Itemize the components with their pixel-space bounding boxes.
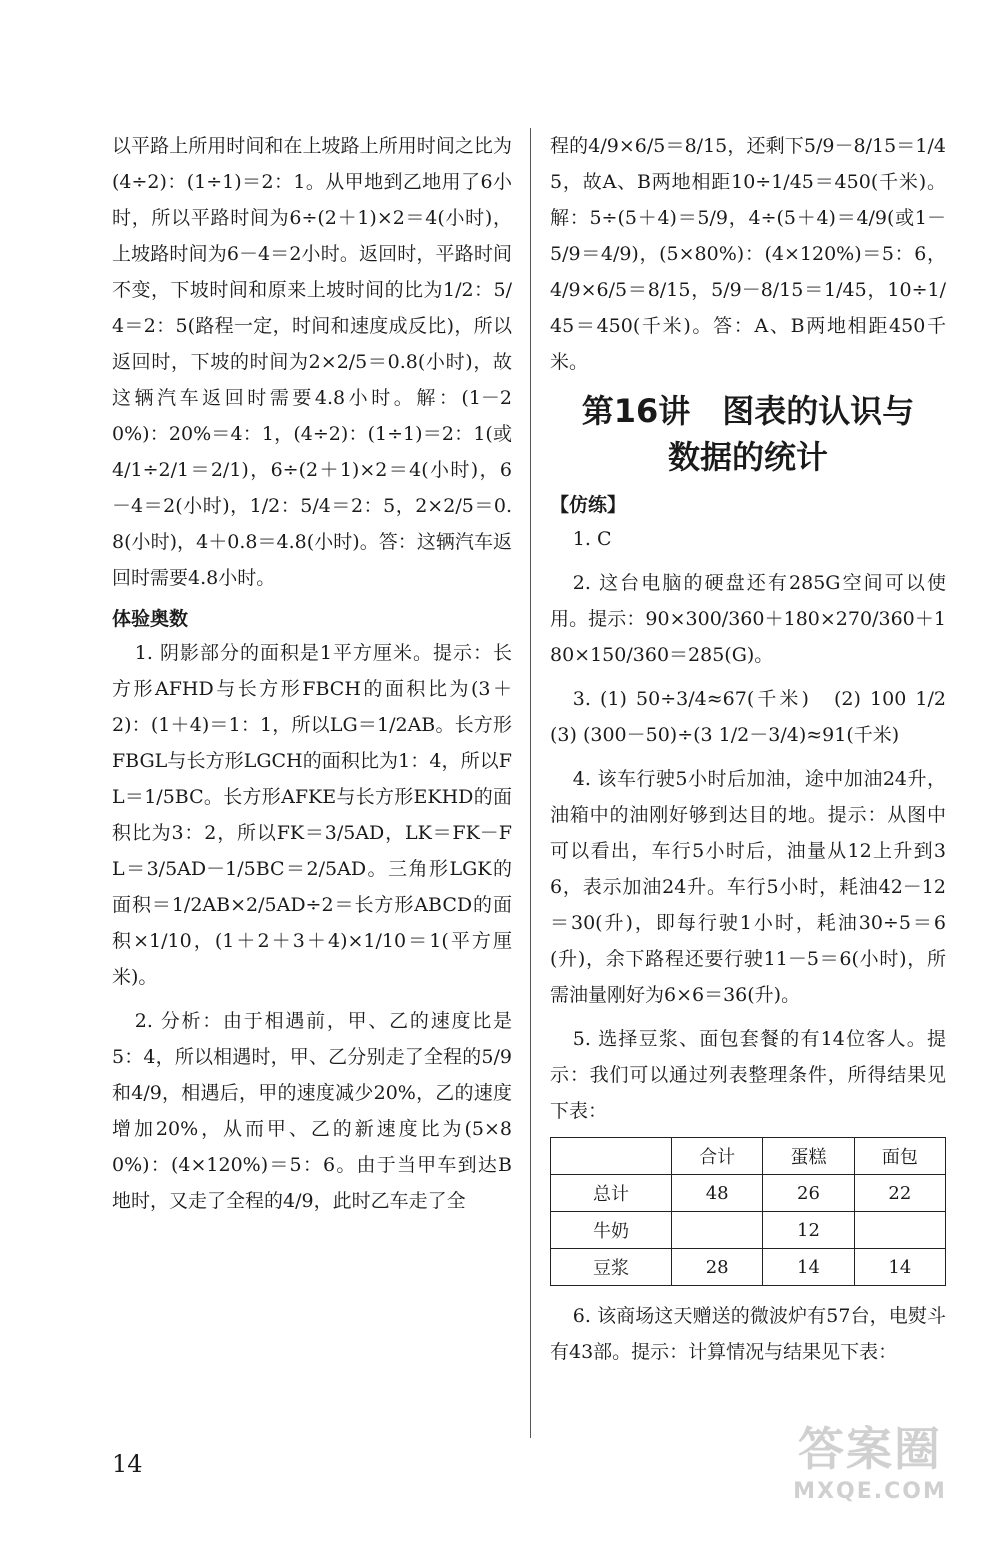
table-cell: 26: [763, 1175, 854, 1212]
table-cell: 12: [763, 1212, 854, 1249]
table-row: [551, 1249, 946, 1286]
lecture-title-line-2: 数据的统计: [667, 438, 828, 476]
watermark-logo: 答案圈: [798, 1422, 942, 1476]
table-header-cell: 面包: [854, 1138, 945, 1175]
table-row: [551, 1212, 946, 1249]
practice-heading: 【仿练】: [550, 494, 627, 516]
table-cell: 48: [672, 1175, 763, 1212]
right-item-6: 6. 该商场这天赠送的微波炉有57台，电熨斗有43部。提示：计算情况与结果见下表：: [550, 1305, 946, 1363]
table-header-cell: 合计: [672, 1138, 763, 1175]
right-column: [550, 128, 966, 1378]
left-paragraph-1: 以平路上所用时间和在上坡路上所用时间之比为(4÷2)：(1÷1)＝2：1。从甲地到乙地用了6小时，所以平路时间为6÷(2＋1)×2＝4(小时)，上坡路时间为6－4＝2小时。返回时，平路时间不变，下坡时间和原来上坡时间的比为1/2：5/4＝2：5(路程一定，时间和速度成反比)，所以返回时，下坡的时间为2×2/5＝0.8(小时)，故这辆汽车返回时需要4.8小时。解：(1－20%)：20%＝4：1，(4÷2)：(1÷1)＝2：1(或4/1÷2/1＝2/1)，6÷(2＋1)×2＝4(小时)，6－4＝2(小时)，1/2：5/4＝2：5，2×2/5＝0.8(小时)，4＋0.8＝4.8(小时)。答：这辆汽车返回时需要4.8小时。: [112, 135, 512, 589]
section-heading: 体验奥数: [112, 608, 189, 630]
left-column: [112, 128, 512, 1227]
table-cell: 14: [854, 1249, 945, 1286]
left-item-2: 2. 分析：由于相遇前，甲、乙的速度比是5：4，所以相遇时，甲、乙分别走了全程的5/9和4/9，相遇后，甲的速度减少20%，乙的速度增加20%，从而甲、乙的新速度比为(5×80%)：(4×120%)＝5：6。由于当甲车到达B地时，又走了全程的4/9，此时乙车走了全: [112, 1010, 512, 1212]
table-cell: 总计: [551, 1175, 672, 1212]
right-item-3: 3. (1) 50÷3/4≈67(千米) (2) 100 1/2 (3) (300－50)÷(3 1/2－3/4)≈91(千米): [550, 688, 966, 746]
page-number: 14: [112, 1450, 143, 1478]
answer-table: [550, 1137, 946, 1286]
right-continuation: 程的4/9×6/5＝8/15，还剩下5/9－8/15＝1/45，故A、B两地相距10÷1/45＝450(千米)。解：5÷(5＋4)＝5/9，4÷(5＋4)＝4/9(或1－5/9＝4/9)，(5×80%)：(4×120%)＝5：6，4/9×6/5＝8/15，5/9－8/15＝1/45，10÷1/45＝450(千米)。答：A、B两地相距450千米。: [550, 135, 946, 373]
lecture-title: [550, 388, 946, 480]
right-item-5: 5. 选择豆浆、面包套餐的有14位客人。提示：我们可以通过列表整理条件，所得结果见下表：: [550, 1028, 946, 1122]
column-divider: [530, 128, 531, 1438]
table-cell: 28: [672, 1249, 763, 1286]
left-item-1: 1. 阴影部分的面积是1平方厘米。提示：长方形AFHD与长方形FBCH的面积比为(3＋2)：(1＋4)＝1：1，所以LG＝1/2AB。长方形FBGL与长方形LGCH的面积比为1：4，所以FL＝1/5BC。长方形AFKE与长方形EKHD的面积比为3：2，所以FK＝3/5AD，LK＝FK－FL＝3/5AD－1/5BC＝2/5AD。三角形LGK的面积＝1/2AB×2/5AD÷2＝长方形ABCD的面积×1/10，(1＋2＋3＋4)×1/10＝1(平方厘米)。: [112, 642, 512, 988]
table-row: [551, 1175, 946, 1212]
watermark: [760, 1419, 980, 1529]
table-cell: [854, 1212, 945, 1249]
table-cell: [672, 1212, 763, 1249]
table-cell: 豆浆: [551, 1249, 672, 1286]
table-header-cell: [551, 1138, 672, 1175]
right-item-2: 2. 这台电脑的硬盘还有285G空间可以使用。提示：90×300/360＋180×270/360＋180×150/360＝285(G)。: [550, 572, 946, 666]
right-item-1: 1. C: [572, 528, 612, 550]
table-header-row: [551, 1138, 946, 1175]
table-cell: 14: [763, 1249, 854, 1286]
right-item-4: 4. 该车行驶5小时后加油，途中加油24升，油箱中的油刚好够到达目的地。提示：从图中可以看出，车行5小时后，油量从12上升到36，表示加油24升。车行5小时，耗油42－12＝30(升)，即每行驶1小时，耗油30÷5＝6(升)，余下路程还要行驶11－5＝6(小时)，所需油量刚好为6×6＝36(升)。: [550, 768, 946, 1006]
table-cell: 22: [854, 1175, 945, 1212]
table-header-cell: 蛋糕: [763, 1138, 854, 1175]
lecture-title-line-1: 第16讲 图表的认识与: [581, 392, 915, 430]
table-cell: 牛奶: [551, 1212, 672, 1249]
watermark-url: MXQE.COM: [793, 1479, 947, 1504]
